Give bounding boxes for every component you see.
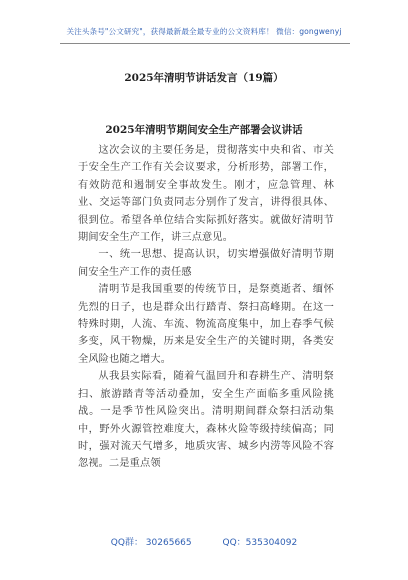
body-paragraph: 这次会议的主要任务是，贯彻落实中央和省、市关于安全生产工作有关会议要求，分析形势，部署工作，有效防范和遏制安全事故发生。刚才，应急管理、林业、交运等部门负责同志分别作了发言，讲得很具体、很到位。希望各单位结合实际抓好落实。就做好清明节期间安全生产工作，讲三点意见。 — [78, 145, 334, 244]
header-banner: 关注头条号"公文研究"，获得最新最全最专业的公文资料库！ 微信：gongwenyj — [66, 27, 342, 36]
footer — [0, 535, 408, 548]
document-body — [78, 142, 334, 473]
body-paragraph: 清明节是我国重要的传统节日，是祭奠逝者、缅怀先烈的日子，也是群众出行踏青、祭扫高峰期。在这一特殊时期，人流、车流、物流高度集中，加上春季气候多变，风干物燥，历来是安全生产的关键时期，各类安全风险也随之增大。 — [78, 284, 334, 365]
header-divider — [60, 43, 350, 44]
footer-qq: QQ：535304092 — [222, 538, 298, 548]
section-title: 2025年清明节期间安全生产部署会议讲话 — [105, 124, 303, 136]
body-paragraph: 从我县实际看，随着气温回升和春耕生产、清明祭扫、旅游踏青等活动叠加，安全生产面临多重风险挑战。一是季节性风险突出。清明期间群众祭扫活动集中，野外火源管控难度大，森林火险等级持续偏高；同时，强对流天气增多，地质灾害、城乡内涝等风险不容忽视。二是重点领 — [78, 371, 334, 470]
document-title: 2025年清明节讲话发言（19篇） — [124, 72, 284, 84]
footer-qq-group: QQ群： 30265665 — [110, 538, 192, 548]
body-heading: 一、统一思想、提高认识，切实增强做好清明节期间安全生产工作的责任感 — [78, 249, 334, 278]
